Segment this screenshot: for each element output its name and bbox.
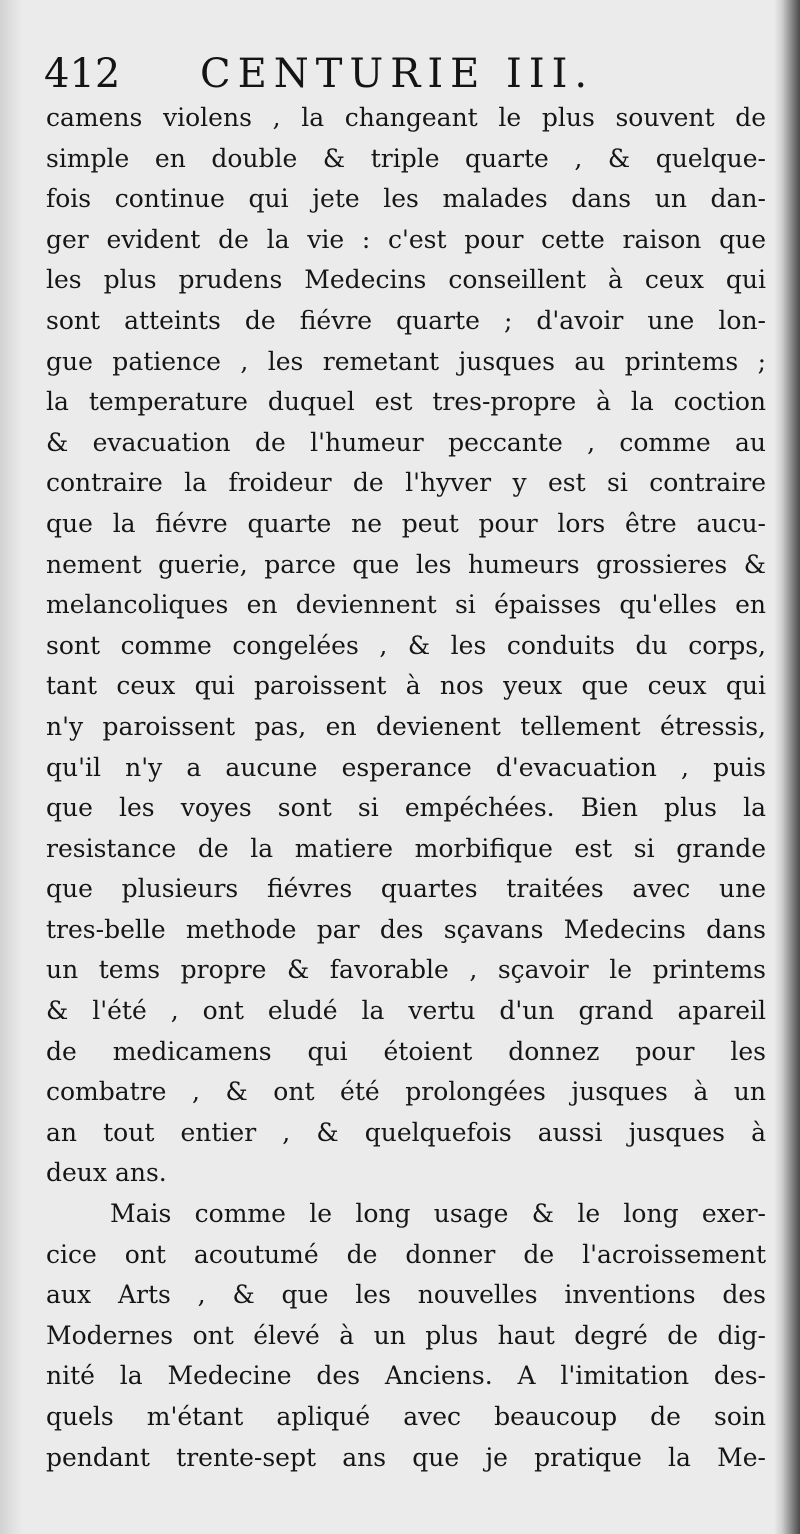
text-line: camens violens , la changeant le plus souvent de [46, 103, 766, 132]
text-line: gue patience , les remetant jusques au printems ; [46, 346, 766, 376]
text-line: que la fiévre quarte ne peut pour lors être aucu- [46, 508, 766, 538]
text-line: quels m'étant apliqué avec beaucoup de soin [46, 1402, 766, 1431]
text-line: deux ans. [46, 1158, 167, 1188]
text-line: un tems propre & favorable , sçavoir le printems [46, 955, 766, 985]
paragraph-1 [46, 98, 766, 1194]
text-line: tant ceux qui paroissent à nos yeux que ceux qui [46, 671, 766, 701]
paragraph-2 [46, 1194, 766, 1478]
text-line: qu'il n'y a aucune esperance d'evacuation , puis [46, 752, 766, 782]
text-line: & evacuation de l'humeur peccante , comme au [46, 427, 766, 457]
page-number: 412 [44, 51, 121, 97]
text-line: aux Arts , & que les nouvelles inventions des [46, 1280, 766, 1310]
text-line: tres-belle methode par des sçavans Medecins dans [46, 914, 766, 944]
text-line: la temperature duquel est tres-propre à la coction [46, 387, 766, 417]
running-head: CENTURIE III. [200, 51, 595, 97]
text-line: de medicamens qui étoient donnez pour les [46, 1036, 766, 1066]
text-line: nité la Medecine des Anciens. A l'imitation des- [46, 1361, 766, 1391]
text-line: combatre , & ont été prolongées jusques à un [46, 1077, 766, 1107]
text-line: resistance de la matiere morbifique est si grande [46, 833, 766, 863]
text-line: Modernes ont élevé à un plus haut degré de dig- [46, 1320, 766, 1350]
text-line: an tout entier , & quelquefois aussi jusques à [46, 1117, 766, 1147]
text-line: pendant trente-sept ans que je pratique la Me- [46, 1442, 766, 1472]
text-line: simple en double & triple quarte , & quelque- [46, 143, 766, 173]
text-line: fois continue qui jete les malades dans un dan- [46, 184, 766, 214]
text-line: nement guerie, parce que les humeurs grossieres & [46, 549, 766, 579]
page-edge-shadow [774, 0, 800, 1534]
page-header [40, 44, 760, 100]
text-line: ger evident de la vie : c'est pour cette raison que [46, 224, 766, 254]
text-line: sont comme congelées , & les conduits du corps, [46, 630, 766, 660]
text-line: que plusieurs fiévres quartes traitées avec une [46, 874, 766, 904]
body-text [46, 98, 766, 1478]
text-line: n'y paroissent pas, en devienent tellement étressis, [46, 711, 766, 741]
text-line: contraire la froideur de l'hyver y est si contraire [46, 468, 766, 498]
text-line: & l'été , ont eludé la vertu d'un grand apareil [46, 996, 766, 1026]
text-line: Mais comme le long usage & le long exer- [110, 1199, 766, 1229]
page-gutter-shadow [0, 0, 22, 1534]
text-line: melancoliques en deviennent si épaisses qu'elles en [46, 590, 766, 620]
text-line: sont atteints de fiévre quarte ; d'avoir une lon- [46, 305, 766, 335]
text-line: cice ont acoutumé de donner de l'acroissement [46, 1239, 766, 1269]
text-line: que les voyes sont si empéchées. Bien plus la [46, 793, 766, 823]
text-line: les plus prudens Medecins conseillent à ceux qui [46, 265, 766, 295]
